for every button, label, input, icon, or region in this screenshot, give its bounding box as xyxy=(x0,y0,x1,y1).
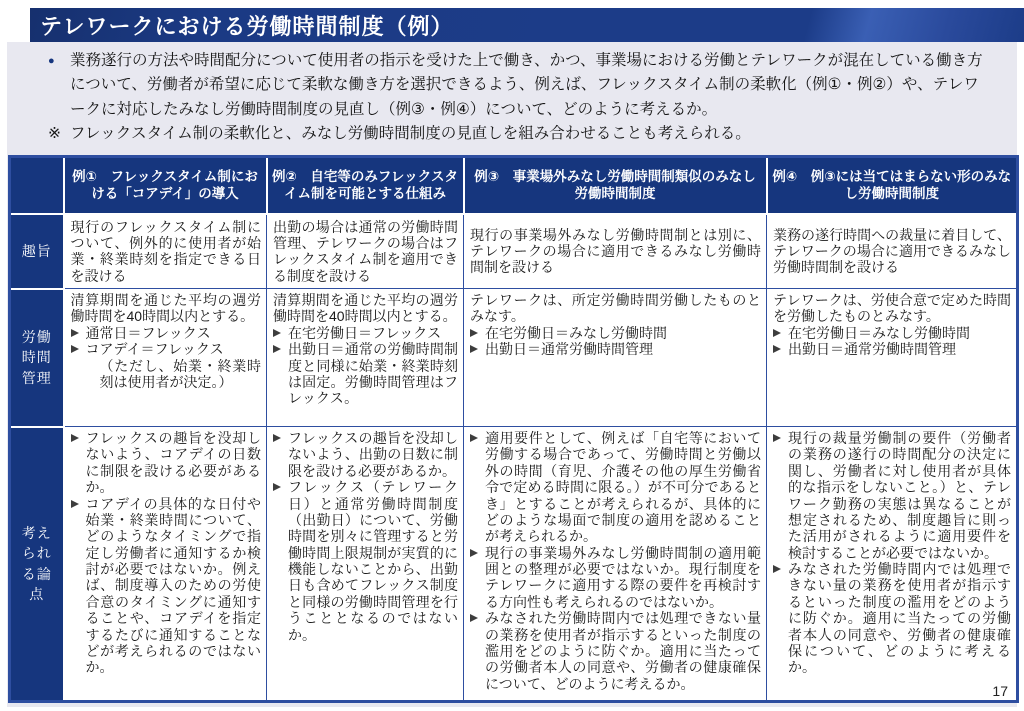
table-header-row xyxy=(10,157,1018,214)
content-cell xyxy=(64,289,267,427)
bullet-text: 在宅労働日＝みなし労働時間 xyxy=(788,324,970,341)
corner-cell xyxy=(10,157,64,214)
bullet-text: 在宅労働日＝みなし労働時間 xyxy=(485,324,667,341)
text-item: テレワークは、労使合意で定めた時間を労働したものとみなす。 xyxy=(773,292,1011,325)
arrow-bullet-icon xyxy=(273,430,288,442)
intro-bullet-row xyxy=(48,49,992,122)
text-item: 現行の事業場外みなし労働時間制とは別に、テレワークの場合に適用できるみなし労働時間制を設ける xyxy=(470,226,761,276)
content-cell xyxy=(64,214,267,289)
arrow-bullet-icon xyxy=(470,325,485,337)
arrow-bullet-icon xyxy=(273,325,288,337)
main-table xyxy=(8,155,1019,703)
content-cell xyxy=(767,214,1018,289)
text-item: 清算期間を通じた平均の週労働時間を40時間以内とする。 xyxy=(70,292,261,325)
bullet-text: 在宅労働日＝フレックス xyxy=(288,324,442,341)
arrow-bullet-icon xyxy=(470,430,485,442)
bullet-item xyxy=(71,325,262,341)
header-cell: 例③ 事業場外みなし労働時間制類似のみなし労働時間制度 xyxy=(464,157,767,214)
arrow-bullet-icon xyxy=(71,430,86,442)
arrow-bullet-icon xyxy=(71,341,86,353)
intro-section xyxy=(48,49,992,147)
arrow-bullet-icon xyxy=(71,325,86,337)
title-bar xyxy=(30,8,1024,42)
intro-note-row xyxy=(48,122,992,146)
bullet-item xyxy=(773,430,1011,561)
text-item: 現行のフレックスタイム制について、例外的に使用者が始業・終業時刻を指定できる日を設ける xyxy=(70,218,261,284)
arrow-bullet-icon xyxy=(470,341,485,353)
content-cell xyxy=(464,427,767,702)
bullet-text: 適用要件として、例えば「自宅等において労働する場合であって、労働時間と労働以外の時間（育児、介護その他の厚生労働省令で定める時間に限る。）が不可分であるとき」とすることが考えられるが、具体的にどのような場面で制度の適用を認めることが考えられるか。 xyxy=(485,430,761,545)
bullet-item xyxy=(773,561,1011,676)
arrow-bullet-icon xyxy=(773,561,788,573)
content-cell xyxy=(767,289,1018,427)
content-cell xyxy=(64,427,267,702)
arrow-bullet-icon xyxy=(71,496,86,508)
bullet-item xyxy=(470,545,761,611)
bullet-item xyxy=(470,341,761,357)
bullet-text: コアデイの具体的な日付や始業・終業時間について、どのようなタイミングで指定し労働者に通知するか検討が必要ではないか。例えば、制度導入のための労使合意のタイミングに通知することや、コアデイを指定するたびに通知することなどが考えられるのではないか。 xyxy=(85,495,261,676)
content-cell xyxy=(267,427,464,702)
text-item: 出勤の場合は通常の労働時間管理、テレワークの場合はフレックスタイム制を適用できる制度を設ける xyxy=(273,218,458,284)
content-cell xyxy=(267,214,464,289)
bullet-item xyxy=(470,610,761,692)
table-row xyxy=(10,214,1018,289)
bullet-text: みなされた労働時間内では処理できない量の業務を使用者が指示するといった制度の濫用をどのように防ぐか。適用に当たっての労働者本人の同意や、労働者の健康確保について、どのように考えるか。 xyxy=(788,561,1011,676)
bullet-text: フレックス（テレワーク日）と通常労働時間制度（出勤日）について、労働時間を別々に管理すると労働時間上限規制が実質的に機能しないことから、出勤日も含めてフレックス制度と同様の労働時間管理を行うこととなるのではないか。 xyxy=(288,479,458,643)
note-marker: ※ xyxy=(48,125,61,143)
intro-paragraph: 業務遂行の方法や時間配分について使用者の指示を受けた上で働き、かつ、事業場における労働とテレワークが混在している働き方について、労働者が希望に応じて柔軟な働き方を選択できるよう、例えば、フレックスタイム制の柔軟化（例①・例②）や、テレワークに対応したみなし労働時間制度の見直し（例③・例④）について、どのように考えるか。 xyxy=(70,52,983,118)
bullet-text: フレックスの趣旨を没却しないよう、コアデイの日数に制限を設ける必要があるか。 xyxy=(85,430,261,496)
page-title: テレワークにおける労働時間制度（例） xyxy=(40,13,454,39)
arrow-bullet-icon xyxy=(470,610,485,622)
bullet-text: みなされた労働時間内では処理できない量の業務を使用者が指示するといった制度の濫用をどのように防ぐか。適用に当たっての労働者本人の同意や、労働者の健康確保について、どのように考えるか。 xyxy=(485,610,761,692)
header-cell: 例② 自宅等のみフレックスタイム制を可能とする仕組み xyxy=(267,157,464,214)
bullet-item xyxy=(71,496,262,676)
row-label-cell: 労働時間管理 xyxy=(10,289,64,427)
table-row xyxy=(10,289,1018,427)
text-item: 業務の遂行時間への裁量に着目して、テレワークの場合に適用できるみなし労働時間制を設ける xyxy=(773,226,1011,276)
bullet-item xyxy=(273,341,458,407)
bullet-text: 通常日＝フレックス xyxy=(85,324,211,341)
text-item: 清算期間を通じた平均の週労働時間を40時間以内とする。 xyxy=(273,292,458,325)
intro-note: フレックスタイム制の柔軟化と、みなし労働時間制度の見直しを組み合わせることも考えられる。 xyxy=(70,125,751,143)
bullet-text: コアデイ＝フレックス xyxy=(85,341,224,358)
bullet-item xyxy=(773,325,1011,341)
arrow-bullet-icon xyxy=(773,341,788,353)
bullet-text: 出勤日＝通常の労働時間制度と同様に始業・終業時刻は固定。労働時間管理はフレックス。 xyxy=(288,341,458,407)
arrow-bullet-icon xyxy=(773,325,788,337)
text-item: テレワークは、所定労働時間労働したものとみなす。 xyxy=(470,292,761,325)
bullet-item xyxy=(273,325,458,341)
bullet-item xyxy=(773,341,1011,357)
bullet-text: 出勤日＝通常労働時間管理 xyxy=(788,341,956,358)
arrow-bullet-icon xyxy=(273,341,288,353)
bullet-item xyxy=(470,325,761,341)
bullet-text: フレックスの趣旨を没却しないよう、出勤の日数に制限を設ける必要があるか。 xyxy=(288,430,458,479)
sub-note-item: （ただし、始業・終業時刻は使用者が決定。） xyxy=(99,357,261,390)
header-cell: 例④ 例③には当てはまらない形のみなし労働時間制度 xyxy=(767,157,1018,214)
bullet-item xyxy=(273,479,458,643)
page-number: 17 xyxy=(992,683,1008,699)
header-cell: 例① フレックスタイム制における「コアデイ」の導入 xyxy=(64,157,267,214)
bullet-text: 出勤日＝通常労働時間管理 xyxy=(485,341,653,358)
bullet-text: 現行の裁量労働制の要件（労働者の業務の遂行の時間配分の決定に関し、労働者に対し使用者が具体的な指示をしないこと。）と、テレワーク勤務の実態は異なることが想定されるため、制度趣旨に則った活用がされるように適用要件を検討することが必要ではないか。 xyxy=(788,430,1011,561)
bullet-item xyxy=(273,430,458,479)
row-label-cell: 趣旨 xyxy=(10,214,64,289)
bullet-item xyxy=(71,430,262,496)
row-label-cell: 考えられる論点 xyxy=(10,427,64,702)
content-cell xyxy=(464,214,767,289)
arrow-bullet-icon xyxy=(273,479,288,491)
bullet-item xyxy=(71,341,262,357)
bullet-icon: ● xyxy=(48,55,55,67)
content-cell xyxy=(267,289,464,427)
arrow-bullet-icon xyxy=(470,545,485,557)
content-cell xyxy=(767,427,1018,702)
bullet-text: 現行の事業場外みなし労働時間制の適用範囲との整理が必要ではないか。現行制度をテレワークに適用する際の要件を再検討する方向性も考えられるのではないか。 xyxy=(485,544,761,610)
table-row xyxy=(10,427,1018,702)
bullet-item xyxy=(470,430,761,545)
arrow-bullet-icon xyxy=(773,430,788,442)
content-cell xyxy=(464,289,767,427)
